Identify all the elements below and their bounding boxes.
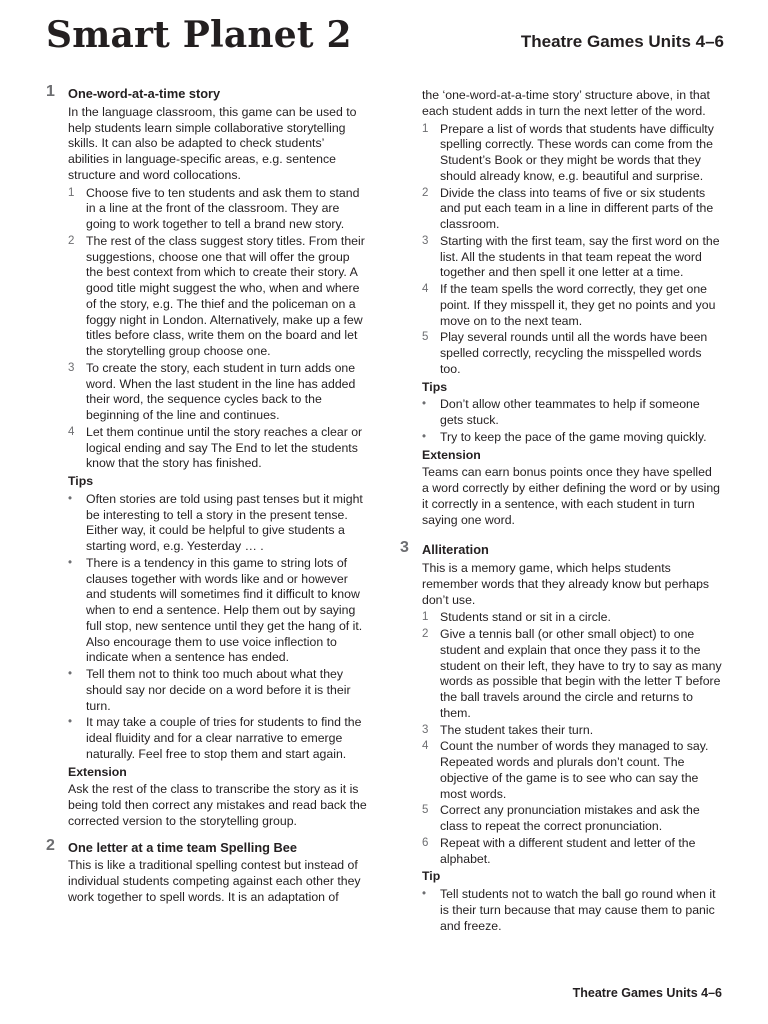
steps-list xyxy=(400,122,722,378)
bullet-icon: • xyxy=(68,716,73,729)
list-item: 2 Divide the class into teams of five or six students and put each team in a line in different parts of the classroom. xyxy=(422,185,714,231)
list-item: 1 Prepare a list of words that students have difficulty spelling correctly. These words can come from the Student’s Book or they might be words that they should already know, e.g. beautiful and surprise. xyxy=(422,121,714,183)
list-item: • Try to keep the pace of the game moving quickly. xyxy=(422,429,707,444)
steps-list xyxy=(46,186,368,473)
section-intro: This is a memory game, which helps students remember words that they already know but perhaps don’t use. xyxy=(422,561,710,607)
list-item: 2 The rest of the class suggest story titles. From their suggestions, choose one that will offer the group the best context from which to create their story. A good title might suggest the who, when and where of the story, e.g. The thief and the policeman on a foggy night in London. Alternatively, make up a few titles before class, write them on the board and let the storytelling group choose one. xyxy=(68,233,365,358)
section-1-heading xyxy=(46,83,368,103)
section-title: One letter at a time team Spelling Bee xyxy=(68,839,297,855)
extension-text: Teams can earn bonus points once they have spelled a word correctly by either defining the word or by using it correctly in a sentence, with each student in turn saying one word. xyxy=(422,465,721,527)
section-number: 3 xyxy=(400,539,409,557)
list-item: 3 The student takes their turn. xyxy=(422,722,594,737)
list-item: 3 To create the story, each student in turn adds one word. When the last student in the line has added their word, the sequence cycles back to the beginning of the line and continues. xyxy=(68,360,356,422)
list-item: 4 Let them continue until the story reaches a clear or logical ending and say The End to let the students know that the story has finished. xyxy=(68,424,363,471)
extension-label: Extension xyxy=(422,447,481,462)
list-item: 5 Play several rounds until all the words have been spelled correctly, recycling the misspelled words too. xyxy=(422,330,708,376)
brand-logo: Smart Planet 2 xyxy=(46,14,352,56)
bullet-icon: • xyxy=(68,556,73,569)
section-title: One-word-at-a-time story xyxy=(68,86,221,101)
section-intro: This is like a traditional spelling contest but instead of individual students competing against each other they work together to spell words. It is an adaptation of xyxy=(68,858,361,904)
list-item: 4 If the team spells the word correctly, they get one point. If they misspell it, they get no points and you move on to the next team. xyxy=(422,282,716,328)
tips-list xyxy=(400,397,722,445)
extension-text: Ask the rest of the class to transcribe the story as it is being told then correct any mistakes and read back the corrected version to the storytelling group. xyxy=(68,782,367,828)
list-item: 1 Students stand or sit in a circle. xyxy=(422,610,611,625)
section-number: 1 xyxy=(46,83,55,100)
list-item: • It may take a couple of tries for students to find the ideal fluidity and for a clear narrative to emerge naturally. Feel free to stop them and start again. xyxy=(68,715,362,761)
list-item: • Often stories are told using past tenses but it might be interesting to tell a story in the present tense. Either way, it could be helpful to give students a starting word, e.g. Yesterday … . xyxy=(68,491,363,553)
tip-label: Tip xyxy=(422,869,441,884)
left-column xyxy=(46,83,368,908)
page-footer-title: Theatre Games Units 4–6 xyxy=(572,986,722,1000)
section-number: 2 xyxy=(46,836,55,854)
list-item: 6 Repeat with a different student and letter of the alphabet. xyxy=(422,835,696,866)
page-header-title: Theatre Games Units 4–6 xyxy=(520,32,724,51)
tips-list xyxy=(46,492,368,763)
list-item: • Tell them not to think too much about what they should say nor decide on a word before it is their turn. xyxy=(68,667,351,713)
list-item: 4 Count the number of words they managed to say. Repeated words and plurals don’t count. The objective of the game is to see who can say the most words. xyxy=(422,739,709,801)
list-item: 2 Give a tennis ball (or other small object) to one student and explain that once they pass it to the student on their left, they have to try to say as many words as possible that begin with the letter T before the ball travels around the circle and returns to them. xyxy=(422,627,722,720)
tips-list xyxy=(400,887,722,934)
section-intro-continued: the ‘one-word-at-a-time story’ structure above, in that each student adds in turn the next letter of the word. xyxy=(422,88,710,118)
list-item: • Tell students not to watch the ball go round when it is their turn because that may cause them to panic and freeze. xyxy=(422,887,716,933)
tips-label: Tips xyxy=(422,379,448,394)
steps-list xyxy=(400,610,722,867)
bullet-icon: • xyxy=(422,398,427,411)
section-title: Alliteration xyxy=(422,542,489,558)
list-item: • Don’t allow other teammates to help if someone gets stuck. xyxy=(422,397,700,427)
right-column xyxy=(400,86,722,935)
bullet-icon: • xyxy=(422,430,427,443)
list-item: 5 Correct any pronunciation mistakes and ask the class to repeat the correct pronunciation. xyxy=(422,803,700,833)
bullet-icon: • xyxy=(422,888,427,900)
list-item: • There is a tendency in this game to string lots of clauses together with words like and or however and students will sometimes find it difficult to know when to end a sentence. Help them out by saying full stop, new sentence until they get the hang of it. Also encourage them to use voice inflection to indicate when a sentence has ended. xyxy=(68,555,363,665)
list-item: 1 Choose five to ten students and ask them to stand in a line at the front of the classroom. They are going to work together to tell a brand new story. xyxy=(68,185,360,231)
section-3-heading xyxy=(400,539,722,559)
bullet-icon: • xyxy=(68,668,73,680)
list-item: 3 Starting with the first team, say the first word on the list. All the students in that team repeat the word together and then spell it one letter at a time. xyxy=(422,233,720,280)
bullet-icon: • xyxy=(68,492,73,505)
extension-label: Extension xyxy=(68,764,127,779)
section-intro: In the language classroom, this game can be used to help students learn simple collaborative storytelling skills. It can also be adapted to check students’ abilities in language-specific areas, e.g. sentence structure and word collocations. xyxy=(68,104,357,182)
tips-label: Tips xyxy=(68,474,94,488)
section-2-heading xyxy=(46,836,368,857)
